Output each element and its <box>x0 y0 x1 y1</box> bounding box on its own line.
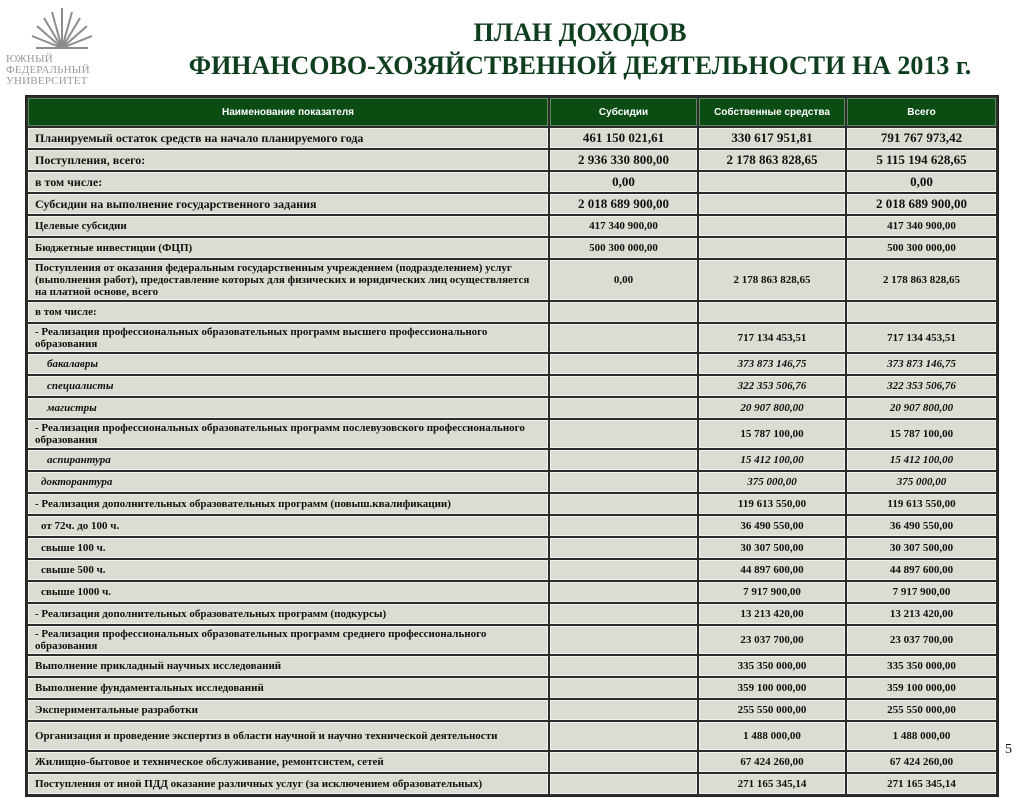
table-header-row <box>28 98 996 126</box>
row-total: 23 037 700,00 <box>847 626 996 654</box>
row-name: магистры <box>28 398 548 418</box>
row-subsidies <box>550 774 697 794</box>
row-own-funds: 36 490 550,00 <box>699 516 845 536</box>
table-row <box>28 604 996 624</box>
table-row <box>28 450 996 470</box>
row-own-funds: 1 488 000,00 <box>699 722 845 750</box>
row-name: Жилищно-бытовое и техническое обслуживание, ремонтсистем, сетей <box>28 752 548 772</box>
header-indicator-name: Наименование показателя <box>28 98 548 126</box>
table-row <box>28 678 996 698</box>
row-subsidies <box>550 354 697 374</box>
row-own-funds: 322 353 506,76 <box>699 376 845 396</box>
row-subsidies: 461 150 021,61 <box>550 128 697 148</box>
row-total: 13 213 420,00 <box>847 604 996 624</box>
row-name: свыше 100 ч. <box>28 538 548 558</box>
row-total: 67 424 260,00 <box>847 752 996 772</box>
row-subsidies <box>550 700 697 720</box>
table-row <box>28 774 996 794</box>
row-total: 359 100 000,00 <box>847 678 996 698</box>
row-name: Организация и проведение экспертиз в области научной и научно технической деятельности <box>28 722 548 750</box>
table-row <box>28 420 996 448</box>
row-subsidies <box>550 302 697 322</box>
logo-line-3: УНИВЕРСИТЕТ <box>6 75 88 87</box>
row-total: 7 917 900,00 <box>847 582 996 602</box>
row-total: 30 307 500,00 <box>847 538 996 558</box>
row-own-funds: 7 917 900,00 <box>699 582 845 602</box>
table-row <box>28 538 996 558</box>
row-own-funds: 44 897 600,00 <box>699 560 845 580</box>
table-row <box>28 560 996 580</box>
row-own-funds: 2 178 863 828,65 <box>699 150 845 170</box>
row-name: Экспериментальные разработки <box>28 700 548 720</box>
row-own-funds: 23 037 700,00 <box>699 626 845 654</box>
row-subsidies <box>550 450 697 470</box>
row-subsidies: 0,00 <box>550 172 697 192</box>
row-total: 15 412 100,00 <box>847 450 996 470</box>
row-own-funds: 30 307 500,00 <box>699 538 845 558</box>
row-name: Субсидии на выполнение государственного задания <box>28 194 548 214</box>
header-own-funds: Собственные средства <box>699 98 845 126</box>
university-logo <box>6 4 134 90</box>
row-own-funds <box>699 172 845 192</box>
row-name: Выполнение фундаментальных исследований <box>28 678 548 698</box>
row-name: Поступления, всего: <box>28 150 548 170</box>
row-name: свыше 1000 ч. <box>28 582 548 602</box>
row-total <box>847 302 996 322</box>
row-own-funds: 20 907 800,00 <box>699 398 845 418</box>
table-row <box>28 656 996 676</box>
row-total: 717 134 453,51 <box>847 324 996 352</box>
row-subsidies: 2 936 330 800,00 <box>550 150 697 170</box>
row-own-funds <box>699 216 845 236</box>
row-own-funds: 255 550 000,00 <box>699 700 845 720</box>
page-title <box>150 16 1010 82</box>
row-subsidies <box>550 656 697 676</box>
header-subsidies: Субсидии <box>550 98 697 126</box>
row-total: 36 490 550,00 <box>847 516 996 536</box>
row-name: в том числе: <box>28 172 548 192</box>
row-total: 417 340 900,00 <box>847 216 996 236</box>
row-own-funds: 359 100 000,00 <box>699 678 845 698</box>
row-subsidies: 0,00 <box>550 260 697 300</box>
table-row <box>28 194 996 214</box>
row-own-funds <box>699 238 845 258</box>
row-name: - Реализация профессиональных образовательных программ послевузовского профессионального образования <box>28 420 548 448</box>
row-total: 322 353 506,76 <box>847 376 996 396</box>
income-plan-table <box>25 95 999 797</box>
row-name: - Реализация профессиональных образовательных программ среднего профессионального образования <box>28 626 548 654</box>
row-own-funds: 717 134 453,51 <box>699 324 845 352</box>
row-total: 0,00 <box>847 172 996 192</box>
row-subsidies <box>550 752 697 772</box>
row-name: Целевые субсидии <box>28 216 548 236</box>
title-line-1: ПЛАН ДОХОДОВ <box>473 18 687 47</box>
table-row <box>28 582 996 602</box>
row-subsidies <box>550 398 697 418</box>
row-name: свыше 500 ч. <box>28 560 548 580</box>
table-row <box>28 150 996 170</box>
row-total: 2 178 863 828,65 <box>847 260 996 300</box>
row-own-funds <box>699 194 845 214</box>
row-own-funds: 67 424 260,00 <box>699 752 845 772</box>
row-subsidies <box>550 604 697 624</box>
table-row <box>28 626 996 654</box>
table-row <box>28 752 996 772</box>
row-own-funds: 373 873 146,75 <box>699 354 845 374</box>
row-subsidies <box>550 722 697 750</box>
row-subsidies <box>550 420 697 448</box>
header-total: Всего <box>847 98 996 126</box>
row-total: 255 550 000,00 <box>847 700 996 720</box>
row-name: Бюджетные инвестиции (ФЦП) <box>28 238 548 258</box>
logo-line-2: ФЕДЕРАЛЬНЫЙ <box>6 64 90 76</box>
row-total: 373 873 146,75 <box>847 354 996 374</box>
row-name: - Реализация дополнительных образовательных программ (повыш.квалификации) <box>28 494 548 514</box>
row-total: 44 897 600,00 <box>847 560 996 580</box>
row-name: от 72ч. до 100 ч. <box>28 516 548 536</box>
row-own-funds: 119 613 550,00 <box>699 494 845 514</box>
row-own-funds: 271 165 345,14 <box>699 774 845 794</box>
row-subsidies <box>550 626 697 654</box>
row-name: бакалавры <box>28 354 548 374</box>
table-row <box>28 324 996 352</box>
table-row <box>28 472 996 492</box>
row-own-funds: 15 412 100,00 <box>699 450 845 470</box>
table-row <box>28 128 996 148</box>
logo-emblem-icon <box>30 4 94 50</box>
table-row <box>28 260 996 300</box>
table-row <box>28 172 996 192</box>
row-name: специалисты <box>28 376 548 396</box>
row-name: аспирантура <box>28 450 548 470</box>
row-total: 5 115 194 628,65 <box>847 150 996 170</box>
row-subsidies <box>550 560 697 580</box>
row-subsidies <box>550 582 697 602</box>
page-number: 5 <box>1005 742 1012 757</box>
row-name: Выполнение прикладный научных исследований <box>28 656 548 676</box>
row-subsidies: 417 340 900,00 <box>550 216 697 236</box>
row-total: 791 767 973,42 <box>847 128 996 148</box>
row-subsidies <box>550 494 697 514</box>
row-subsidies <box>550 678 697 698</box>
row-name: докторантура <box>28 472 548 492</box>
row-own-funds: 13 213 420,00 <box>699 604 845 624</box>
row-total: 119 613 550,00 <box>847 494 996 514</box>
table-row <box>28 398 996 418</box>
row-own-funds: 330 617 951,81 <box>699 128 845 148</box>
row-own-funds: 335 350 000,00 <box>699 656 845 676</box>
row-own-funds <box>699 302 845 322</box>
row-name: - Реализация профессиональных образовательных программ высшего профессионального образования <box>28 324 548 352</box>
table-row <box>28 216 996 236</box>
table-row <box>28 376 996 396</box>
table-row <box>28 494 996 514</box>
row-name: Планируемый остаток средств на начало планируемого года <box>28 128 548 148</box>
row-name: в том числе: <box>28 302 548 322</box>
row-name: - Реализация дополнительных образовательных программ (подкурсы) <box>28 604 548 624</box>
row-name: Поступления от оказания федеральным государственным учреждением (подразделением) услуг (выполнения работ), предоставление которых для физических и юридических лиц осуществляется на платной основе, всего <box>28 260 548 300</box>
table-row <box>28 700 996 720</box>
row-own-funds: 375 000,00 <box>699 472 845 492</box>
title-line-2: ФИНАНСОВО-ХОЗЯЙСТВЕННОЙ ДЕЯТЕЛЬНОСТИ НА 2013 г. <box>188 51 972 80</box>
row-total: 1 488 000,00 <box>847 722 996 750</box>
table-row <box>28 354 996 374</box>
table-row <box>28 516 996 536</box>
row-total: 335 350 000,00 <box>847 656 996 676</box>
logo-line-1: ЮЖНЫЙ <box>6 53 53 65</box>
row-total: 2 018 689 900,00 <box>847 194 996 214</box>
row-name: Поступления от иной ПДД оказание различных услуг (за исключением образовательных) <box>28 774 548 794</box>
table-row <box>28 722 996 750</box>
row-subsidies <box>550 538 697 558</box>
row-own-funds: 2 178 863 828,65 <box>699 260 845 300</box>
table-row <box>28 238 996 258</box>
row-own-funds: 15 787 100,00 <box>699 420 845 448</box>
table-row <box>28 302 996 322</box>
row-subsidies: 500 300 000,00 <box>550 238 697 258</box>
row-subsidies <box>550 516 697 536</box>
row-total: 15 787 100,00 <box>847 420 996 448</box>
row-total: 500 300 000,00 <box>847 238 996 258</box>
row-subsidies: 2 018 689 900,00 <box>550 194 697 214</box>
row-subsidies <box>550 472 697 492</box>
row-total: 271 165 345,14 <box>847 774 996 794</box>
row-total: 375 000,00 <box>847 472 996 492</box>
row-subsidies <box>550 376 697 396</box>
row-total: 20 907 800,00 <box>847 398 996 418</box>
row-subsidies <box>550 324 697 352</box>
